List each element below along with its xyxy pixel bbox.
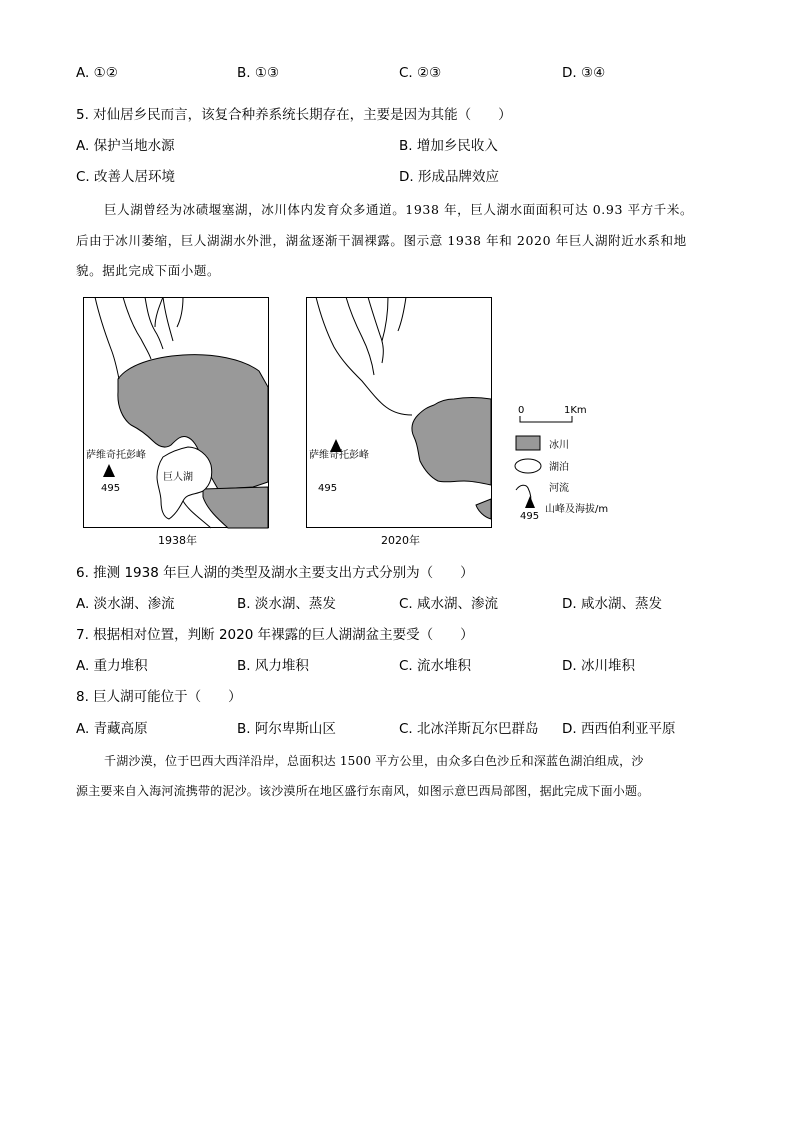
q5-option-b: B. 增加乡民收入	[399, 138, 498, 154]
caption-2020: 2020年	[381, 534, 420, 547]
q7-option-a: A. 重力堆积	[76, 658, 148, 674]
legend-peak-label: 山峰及海拔/m	[545, 504, 609, 515]
q5-option-d: D. 形成品牌效应	[399, 169, 499, 185]
scale-unit: 1Km	[564, 405, 587, 416]
map-2020	[306, 297, 492, 529]
q8-option-a: A. 青藏高原	[76, 721, 148, 737]
scale-bar	[520, 416, 572, 422]
q6-option-d: D. 咸水湖、蒸发	[562, 596, 662, 612]
q8-option-c: C. 北冰洋斯瓦尔巴群岛	[399, 721, 539, 737]
peak-elev-2020: 495	[318, 483, 338, 494]
legend-glacier-swatch	[516, 436, 540, 450]
map-legend	[512, 400, 632, 520]
q8-option-b: B. 阿尔卑斯山区	[237, 721, 336, 737]
peak-label-2020: 萨维奇托彭峰	[309, 450, 369, 461]
passage2-line-1: 千湖沙漠，位于巴西大西洋沿岸，总面积达 1500 平方公里，由众多白色沙丘和深蓝色湖泊组成，沙	[104, 754, 644, 768]
q6-option-c: C. 咸水湖、渗流	[399, 596, 499, 612]
q8-option-d: D. 西西伯利亚平原	[562, 721, 676, 737]
legend-peak-icon	[525, 496, 535, 508]
q5-option-a: A. 保护当地水源	[76, 138, 175, 154]
q8-stem: 8. 巨人湖可能位于（ ）	[76, 689, 242, 705]
passage1-line-3: 貌。据此完成下面小题。	[76, 263, 221, 278]
legend-peak-elev: 495	[520, 511, 540, 520]
q4-option-c: C. ②③	[399, 65, 442, 81]
q4-option-b: B. ①③	[237, 65, 280, 81]
scale-zero: 0	[518, 405, 525, 416]
passage1-line-2: 后由于冰川萎缩，巨人湖湖水外泄，湖盆逐渐干涸裸露。图示意 1938 年和 2020 年巨人湖附近水系和地	[76, 233, 687, 248]
q5-option-c: C. 改善人居环境	[76, 169, 176, 185]
q4-option-d: D. ③④	[562, 65, 606, 81]
passage2-line-2: 源主要来自入海河流携带的泥沙。该沙漠所在地区盛行东南风，如图示意巴西局部图，据此完成下面小题。	[76, 784, 650, 798]
legend-lake-swatch	[515, 459, 541, 473]
lake-label-1938: 巨人湖	[163, 472, 193, 483]
passage1-line-1: 巨人湖曾经为冰碛堰塞湖，冰川体内发育众多通道。1938 年，巨人湖水面面积可达 0.93 平方千米。	[104, 202, 694, 217]
legend-river-label: 河流	[549, 483, 569, 494]
q4-option-a: A. ①②	[76, 65, 118, 81]
q7-option-c: C. 流水堆积	[399, 658, 472, 674]
legend-glacier-label: 冰川	[549, 440, 569, 451]
q6-option-b: B. 淡水湖、蒸发	[237, 596, 336, 612]
q7-option-d: D. 冰川堆积	[562, 658, 635, 674]
caption-1938: 1938年	[158, 534, 197, 547]
map-1938	[83, 297, 269, 529]
q7-stem: 7. 根据相对位置，判断 2020 年裸露的巨人湖湖盆主要受（ ）	[76, 627, 474, 643]
q6-option-a: A. 淡水湖、渗流	[76, 596, 175, 612]
peak-label-1938: 萨维奇托彭峰	[86, 450, 146, 461]
q5-stem: 5. 对仙居乡民而言，该复合种养系统长期存在，主要是因为其能（ ）	[76, 107, 512, 123]
q6-stem: 6. 推测 1938 年巨人湖的类型及湖水主要支出方式分别为（ ）	[76, 565, 474, 581]
legend-lake-label: 湖泊	[549, 462, 569, 473]
peak-elev-1938: 495	[101, 483, 121, 494]
q7-option-b: B. 风力堆积	[237, 658, 309, 674]
